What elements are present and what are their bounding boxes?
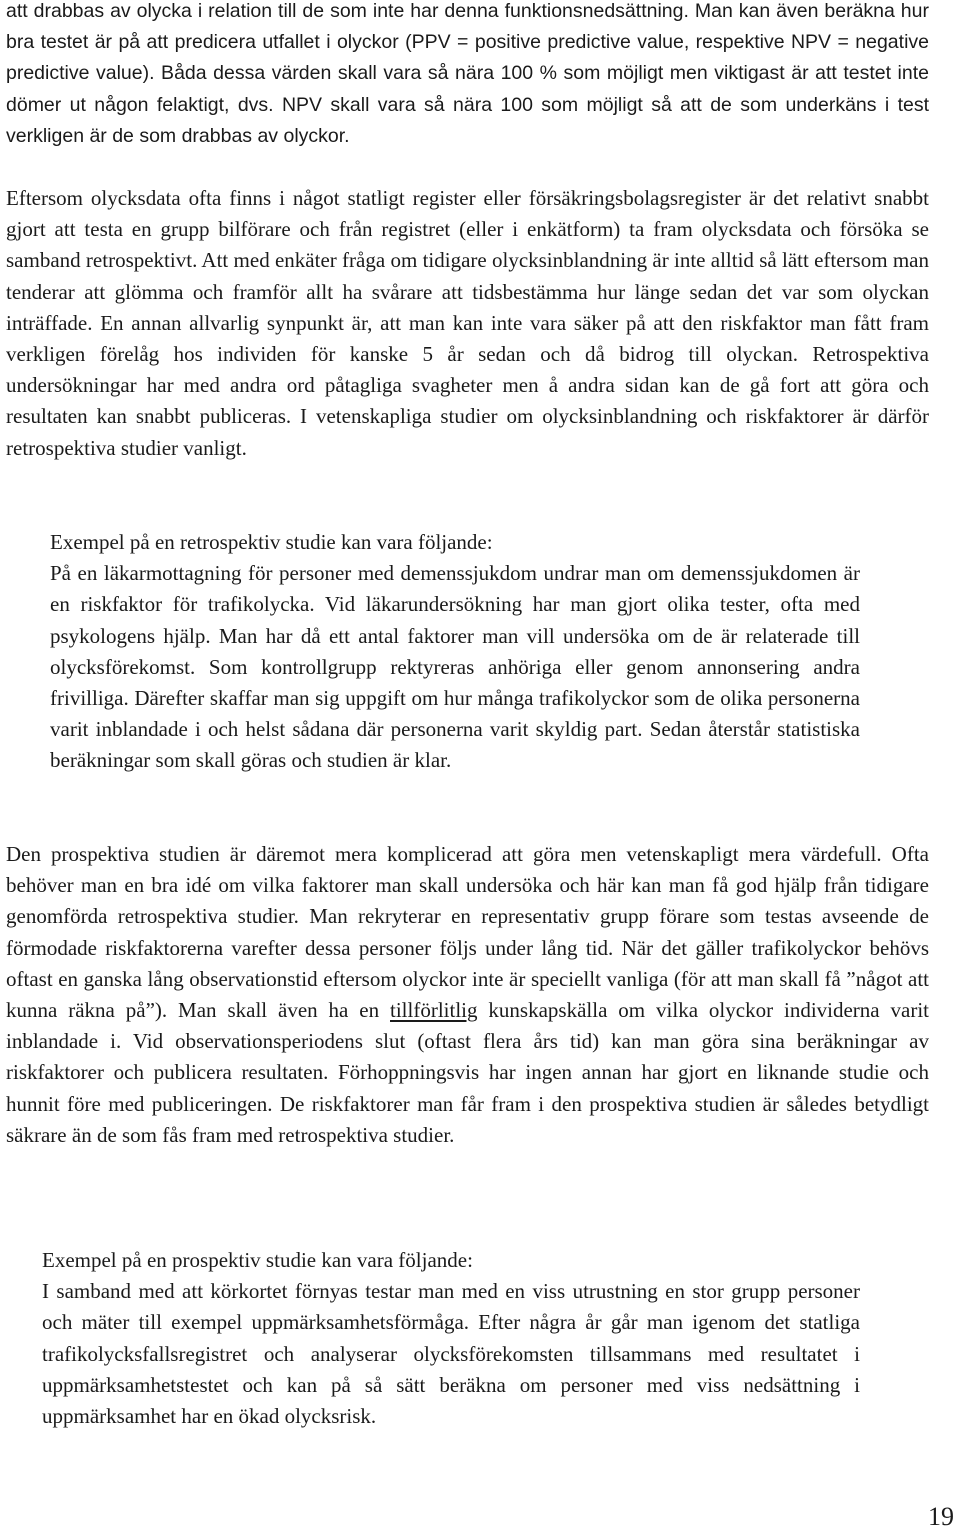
paragraph-retrospective: Eftersom olycksdata ofta finns i något statligt register eller försäkringsbolagsregister är det relativt snabbt gjort att testa en grupp bilförare och från registret (eller i enkätform) ta fram olycksdata och försöka se samband retrospektivt. Att med enkäter fråga om tidigare olycksinblandning är inte alltid så lätt eftersom man tenderar att glömma och framför allt ha svårare att tidsbestämma hur länge sedan det var som olyckan inträffade. En annan allvarlig synpunkt är, att man kan inte vara säker på att den riskfaktor man fått fram verkligen förelåg hos individen för kanske 5 år sedan och då bidrog till olyckan. Retrospektiva undersökningar har med andra ord påtagliga svagheter men å andra sidan kan de gå fort att göra och resultaten kan snabbt publiceras. I vetenskapliga studier om olycksinblandning och riskfaktorer är därför retrospektiva studier vanligt. (6, 186, 929, 460)
example-prospective-heading: Exempel på en prospektiv studie kan vara följande: (42, 1248, 473, 1272)
paragraph-prospective-text-1: Den prospektiva studien är däremot mera komplicerad att göra men vetenskapligt mera värdefull. Ofta behöver man en bra idé om vilka faktorer man skall undersöka och här kan man få god hjälp från tidigare genomförda retrospektiva studier. Man rekryterar en representativ grupp förare som testas avseende de förmodade riskfaktorerna varefter dessa personer följs under lång tid. När det gäller trafikolyckor behövs oftast en ganska lång observationstid eftersom olyckor inte är speciellt vanliga (för att man skall få ”något att kunna räkna på”). Man skall även ha en (6, 842, 929, 1023)
paragraph-ppv-npv: att drabbas av olycka i relation till de som inte har denna funktionsnedsättning. Man kan även beräkna hur bra testet är på att predicera utfallet i olyckor (PPV = positive predictive value, respektive NPV = negative predictive value). Båda dessa värden skall vara så nära 100 % som möjligt men viktigast är att testet inte dömer ut någon felaktigt, dvs. NPV skall vara så nära 100 som möjligt så att de som underkäns i test verkligen är de som drabbas av olyckor. (6, 0, 929, 147)
underlined-word: tillförlitlig (390, 998, 478, 1023)
paragraph-prospective (6, 839, 929, 1151)
example-retrospective (50, 527, 860, 777)
paragraph-prospective-text-2: kunskapskälla om vilka olyckor individerna varit inblandade i. Vid observationsperiodens slut (oftast flera års tid) kan man göra sina beräkningar av riskfaktorer och publicera resultaten. Förhoppningsvis har ingen annan har gjort en liknande studie och hunnit före med publiceringen. De riskfaktorer man får fram i den prospektiva studien är således betydligt säkrare än de som fås fram med retrospektiva studier. (6, 998, 930, 1147)
page-number: 19 (928, 1502, 954, 1531)
example-retrospective-heading: Exempel på en retrospektiv studie kan vara följande: (50, 530, 493, 554)
example-prospective-body: I samband med att körkortet förnyas testar man med en viss utrustning en stor grupp personer och mäter till exempel uppmärksamhetsförmåga. Efter några år går man igenom det statliga trafikolycksfallsregistret och analyserar olycksförekomsten tillsammans med resultatet i uppmärksamhetstestet och kan på så sätt beräkna om personer med viss nedsättning i uppmärksamhet har en ökad olycksrisk. (42, 1279, 860, 1429)
example-prospective (42, 1245, 860, 1432)
example-retrospective-body: På en läkarmottagning för personer med demenssjukdom undrar man om demenssjukdomen är en riskfaktor för trafikolycka. Vid läkarundersökning har man gjort olika tester, ofta med psykologens hjälp. Man har då ett antal faktorer man vill undersöka om de är relaterade till olycksförekomst. Som kontrollgrupp rektyreras anhöriga eller genom annonsering andra frivilliga. Därefter skaffar man sig uppgift om hur många trafikolyckor som de olika personerna varit inblandade i och helst sådana där personerna varit skyldig part. Sedan återstår statistiska beräkningar som skall göras och studien är klar. (50, 561, 860, 773)
